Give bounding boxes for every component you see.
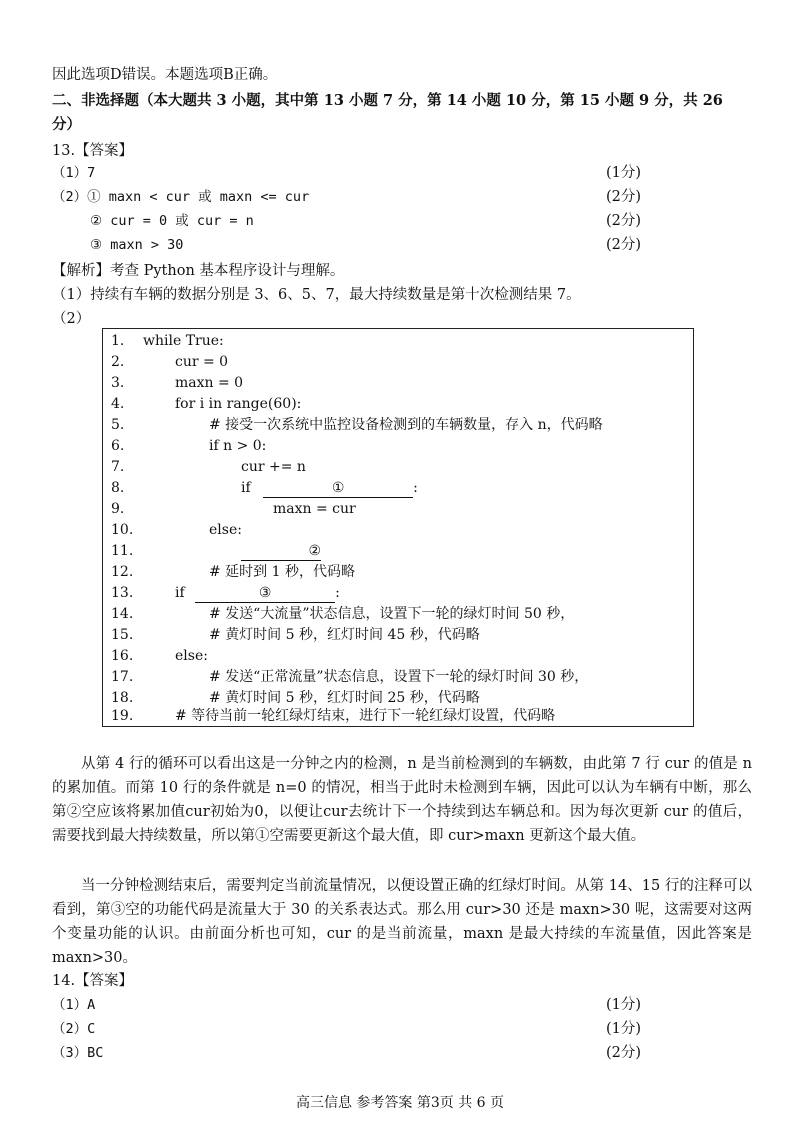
analysis-title: 【解析】考查 Python 基本程序设计与理解。 (52, 263, 345, 279)
code-line-number: 5. (111, 417, 125, 433)
code-text: maxn = cur (273, 501, 356, 517)
code-text: cur += n (241, 459, 306, 475)
explanation-paragraph-1 (52, 752, 752, 848)
code-text: for i in range(60): (175, 396, 302, 412)
explanation-text-1: 从第 4 行的循环可以看出这是一分钟之内的检测，n 是当前检测到的车辆数，由此第 7 行 cur 的值是 n 的累加值。而第 10 行的条件就是 n=0 的情况，相当于此时未检测到车辆，因此可以认为车辆有中断，那么第②空应该将累加值cur初始为0，以便让cur去统计下一个持续到达车辆总和。因为每次更新 cur 的值后，需要找到最大持续数量，所以第①空需要更新这个最大值，即 cur>maxn 更新这个最大值。 (52, 756, 752, 844)
code-text: else: (209, 522, 242, 538)
code-line-number: 15. (111, 627, 134, 643)
code-text: while True: (143, 333, 224, 349)
q13-answer-3: ② cur = 0 或 cur = n (90, 213, 254, 229)
q13-title: 13.【答案】 (52, 143, 134, 159)
code-comment: # 黄灯时间 5 秒，红灯时间 25 秒，代码略 (209, 690, 480, 706)
code-line-number: 12. (111, 564, 134, 580)
top-line: 因此选项D错误。本题选项B正确。 (52, 67, 278, 83)
code-line-number: 18. (111, 690, 134, 706)
q13-score-2: (2分) (606, 189, 642, 205)
code-line-number: 7. (111, 459, 125, 475)
code-text (175, 583, 340, 603)
code-comment: # 发送“正常流量”状态信息，设置下一轮的绿灯时间 30 秒， (209, 669, 589, 685)
q14-answer-1: （1）A (52, 997, 96, 1013)
q14-score-3: (2分) (606, 1045, 642, 1061)
code-line-number: 11. (111, 543, 134, 559)
code-text: maxn = 0 (175, 375, 244, 391)
blank-1: ① (263, 480, 413, 498)
code-line-number: 16. (111, 648, 134, 664)
code-line-number: 6. (111, 438, 125, 454)
code-line-number: 2. (111, 354, 125, 370)
explanation-text-2: 当一分钟检测结束后，需要判定当前流量情况，以便设置正确的红绿灯时间。从第 14、15 行的注释可以看到，第③空的功能代码是流量大于 30 的关系表达式。那么用 cur>30 还是 maxn>30 呢，这需要对这两个变量功能的认识。由前面分析也可知，cur 的是当前流量，maxn 是最大持续的车流量值，因此答案是 maxn>30。 (52, 878, 752, 966)
q14-score-2: (1分) (606, 1021, 642, 1037)
code-line-number: 14. (111, 606, 134, 622)
code-line-number: 8. (111, 480, 125, 496)
code-keyword: if (175, 585, 185, 601)
code-colon: : (335, 585, 340, 601)
code-comment: # 发送“大流量”状态信息，设置下一轮的绿灯时间 50 秒， (209, 606, 575, 622)
code-text (241, 541, 321, 561)
q13-score-3: (2分) (606, 213, 642, 229)
code-line-number: 9. (111, 501, 125, 517)
q13-answer-4: ③ maxn > 30 (90, 237, 184, 253)
q14-title: 14.【答案】 (52, 973, 134, 989)
code-text: else: (175, 648, 208, 664)
q13-score-4: (2分) (606, 237, 642, 253)
code-text (241, 478, 418, 498)
page-footer: 高三信息 参考答案 第3页 共 6 页 (295, 1095, 505, 1111)
code-keyword: if (241, 480, 251, 496)
q13-answer-2: （2）① maxn < cur 或 maxn <= cur (52, 189, 310, 205)
q13-score-1: (1分) (606, 165, 642, 181)
q14-answer-2: （2）C (52, 1021, 96, 1037)
code-text: if n > 0: (209, 438, 267, 454)
code-line-number: 3. (111, 375, 125, 391)
code-line-number: 10. (111, 522, 134, 538)
explanation-paragraph-2 (52, 874, 752, 970)
code-line-number: 1. (111, 333, 125, 349)
code-comment: # 接受一次系统中监控设备检测到的车辆数量，存入 n，代码略 (209, 417, 603, 433)
section-heading: 二、非选择题（本大题共 3 小题，其中第 13 小题 7 分，第 14 小题 10 分，第 15 小题 9 分，共 26 (52, 92, 723, 109)
code-line-number: 13. (111, 585, 134, 601)
q13-answer-1: （1）7 (52, 165, 96, 181)
code-line-number: 17. (111, 669, 134, 685)
section-heading-cont: 分） (52, 116, 81, 133)
code-box (102, 328, 694, 727)
q14-score-1: (1分) (606, 997, 642, 1013)
code-line-number: 4. (111, 396, 125, 412)
code-line-number: 19. (111, 708, 134, 724)
code-colon: : (413, 480, 418, 496)
code-comment: # 延时到 1 秒，代码略 (209, 564, 355, 580)
q14-answer-3: （3）BC (52, 1045, 104, 1061)
code-comment: # 等待当前一轮红绿灯结束，进行下一轮红绿灯设置，代码略 (175, 708, 556, 724)
code-text: cur = 0 (175, 354, 229, 370)
analysis-part-1: （1）持续有车辆的数据分别是 3、6、5、7，最大持续数量是第十次检测结果 7。 (52, 287, 581, 303)
code-comment: # 黄灯时间 5 秒，红灯时间 45 秒，代码略 (209, 627, 480, 643)
blank-3: ③ (195, 585, 335, 603)
blank-2: ② (241, 543, 321, 561)
analysis-part-2: （2） (52, 311, 91, 327)
